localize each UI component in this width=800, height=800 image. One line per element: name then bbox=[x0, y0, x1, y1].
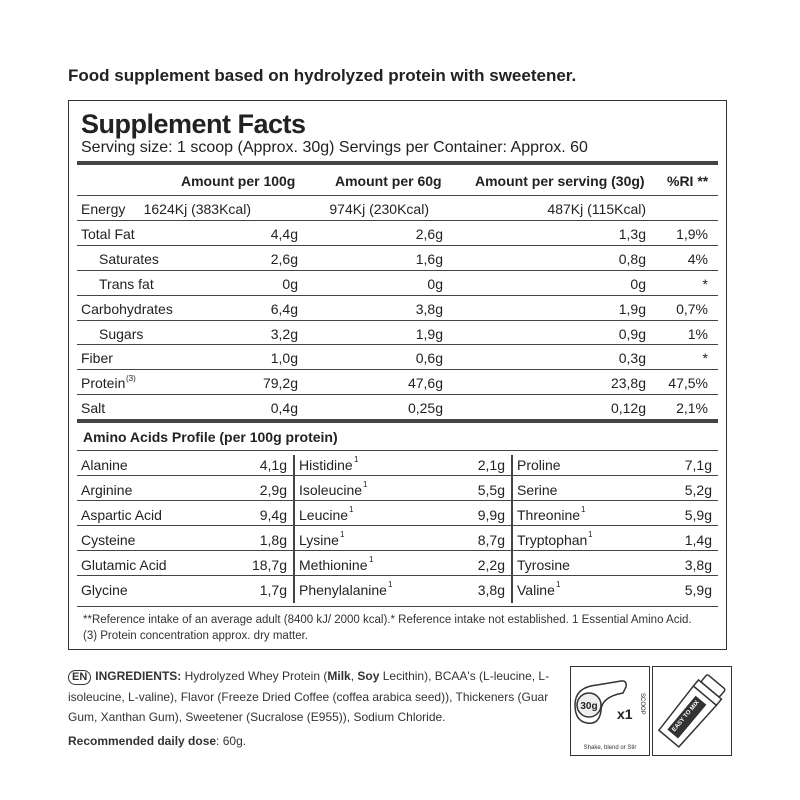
amino-name: Lysine bbox=[299, 532, 339, 548]
allergen: Soy bbox=[357, 669, 380, 683]
thick-divider bbox=[77, 161, 718, 165]
amino-acids-grid bbox=[77, 451, 718, 603]
amino-value: 1,7g bbox=[259, 582, 287, 598]
shaker-label: EASY TO MIX bbox=[671, 699, 701, 734]
amino-name: Proline bbox=[517, 457, 561, 473]
scoop-caption: Shake, blend or Stir bbox=[583, 745, 637, 751]
amino-name: Arginine bbox=[81, 482, 133, 498]
amino-row bbox=[77, 526, 293, 551]
scoop-amount: 30g bbox=[580, 701, 598, 712]
facts-title: Supplement Facts bbox=[81, 109, 306, 139]
row-divider bbox=[77, 270, 718, 271]
header-per-serving: Amount per serving (30g) bbox=[475, 173, 645, 189]
value-per-60g: 0g bbox=[427, 275, 443, 292]
amino-value: 4,1g bbox=[259, 457, 287, 473]
footnote-line-2: (3) Protein concentration approx. dry matter. bbox=[83, 630, 308, 642]
nutrient-name: Sugars bbox=[99, 325, 144, 342]
value-per-serving: 23,8g bbox=[610, 375, 646, 392]
header-ri: %RI ** bbox=[667, 173, 709, 189]
value-ri: * bbox=[702, 275, 708, 292]
allergen: Milk bbox=[327, 669, 351, 683]
scoop-icon bbox=[570, 666, 650, 756]
essential-mark: 1 bbox=[388, 580, 393, 589]
amino-value: 2,1g bbox=[477, 457, 505, 473]
supplement-facts-panel bbox=[68, 100, 727, 650]
shaker-icon bbox=[652, 666, 732, 756]
amino-row bbox=[513, 576, 718, 601]
header-per-100g: Amount per 100g bbox=[181, 173, 296, 189]
amino-row bbox=[513, 501, 718, 526]
shaker-graphic bbox=[653, 667, 731, 755]
ingredient-text: , bbox=[350, 669, 358, 683]
amino-value: 3,8g bbox=[684, 557, 712, 573]
amino-row bbox=[513, 476, 718, 501]
ingredient-text: Hydrolyzed Whey Protein ( bbox=[181, 669, 328, 683]
value-ri: 2,1% bbox=[676, 400, 708, 417]
amino-value: 2,2g bbox=[477, 557, 505, 573]
nutrient-name: Carbohydrates bbox=[81, 300, 173, 317]
amino-row bbox=[513, 451, 718, 476]
amino-name: Phenylalanine bbox=[299, 582, 387, 598]
value-per-serving: 0,3g bbox=[618, 350, 646, 367]
amino-value: 1,4g bbox=[684, 532, 712, 548]
amino-row bbox=[77, 551, 293, 576]
amino-name: Threonine bbox=[517, 507, 581, 523]
thick-divider bbox=[77, 419, 718, 423]
amino-name: Aspartic Acid bbox=[81, 507, 162, 523]
amino-value: 9,9g bbox=[477, 507, 505, 523]
value-ri: 1% bbox=[687, 325, 708, 342]
scoop-graphic bbox=[571, 667, 649, 741]
value-per-serving: 1,3g bbox=[618, 225, 646, 242]
dose-label: Recommended daily dose bbox=[68, 734, 217, 748]
product-headline: Food supplement based on hydrolyzed protein with sweetener. bbox=[68, 66, 577, 85]
essential-mark: 1 bbox=[349, 505, 354, 514]
essential-mark: 1 bbox=[354, 455, 359, 464]
value-per-serving: 0,12g bbox=[610, 400, 646, 417]
row-divider bbox=[77, 320, 718, 321]
value-per-100g: 1624Kj (383Kcal) bbox=[143, 201, 251, 217]
row-divider bbox=[77, 245, 718, 246]
dose-value: : 60g. bbox=[216, 734, 247, 748]
value-per-serving: 1,9g bbox=[618, 300, 646, 317]
recommended-dose bbox=[68, 734, 246, 748]
amino-row bbox=[295, 451, 511, 476]
nutrient-name: Fiber bbox=[81, 350, 113, 367]
amino-row bbox=[295, 501, 511, 526]
essential-mark: 1 bbox=[581, 505, 586, 514]
language-badge: EN bbox=[68, 670, 91, 685]
value-per-60g: 1,9g bbox=[415, 325, 443, 342]
amino-column bbox=[513, 451, 718, 603]
amino-column bbox=[77, 451, 293, 603]
amino-value: 5,9g bbox=[684, 582, 712, 598]
value-per-60g: 974Kj (230Kcal) bbox=[329, 201, 429, 217]
amino-row bbox=[295, 576, 511, 601]
essential-mark: 1 bbox=[369, 555, 374, 564]
row-divider bbox=[77, 369, 718, 370]
value-per-60g: 2,6g bbox=[415, 225, 443, 242]
nutrient-name: Salt bbox=[81, 400, 106, 417]
scoop-unit: SCOOP bbox=[639, 693, 645, 715]
header-per-60g: Amount per 60g bbox=[335, 173, 442, 189]
amino-name: Alanine bbox=[81, 457, 128, 473]
amino-value: 7,1g bbox=[684, 457, 712, 473]
value-per-100g: 2,6g bbox=[270, 250, 298, 267]
amino-name: Leucine bbox=[299, 507, 349, 523]
value-ri: * bbox=[702, 350, 708, 367]
footnote-line-1: **Reference intake of an average adult (8400 kJ/ 2000 kcal).* Reference intake not established. 1 Essential Amino Acid. bbox=[83, 614, 692, 626]
value-per-100g: 4,4g bbox=[270, 225, 298, 242]
ingredient-text: Lecithin), BCAA's (L-leucine, L-isoleucine, L-valine), Flavor (Freeze Dried Coffee (coffea arabica seed)), Thickeners (Guar Gum, Xanthan Gum), Sweetener (Sucralose (E955)), Sodium Chloride. bbox=[68, 669, 550, 724]
amino-row bbox=[513, 551, 718, 576]
nutrient-name: Protein bbox=[81, 375, 126, 392]
essential-mark: 1 bbox=[363, 480, 368, 489]
footnote bbox=[83, 612, 718, 644]
row-divider bbox=[77, 295, 718, 296]
value-ri: 1,9% bbox=[676, 225, 708, 242]
value-per-100g: 79,2g bbox=[262, 375, 298, 392]
value-per-serving: 0,9g bbox=[618, 325, 646, 342]
scoop-multiplier: x1 bbox=[617, 706, 633, 722]
amino-row bbox=[77, 576, 293, 601]
amino-column bbox=[295, 451, 511, 603]
amino-row bbox=[295, 526, 511, 551]
row-divider bbox=[77, 344, 718, 345]
row-divider bbox=[77, 394, 718, 395]
row-divider bbox=[77, 195, 718, 196]
value-per-100g: 0g bbox=[282, 275, 298, 292]
value-per-serving: 0,8g bbox=[618, 250, 646, 267]
value-ri: 47,5% bbox=[668, 375, 708, 392]
value-per-60g: 47,6g bbox=[407, 375, 443, 392]
nutrient-name: Energy bbox=[81, 201, 126, 217]
amino-value: 5,9g bbox=[684, 507, 712, 523]
value-per-100g: 1,0g bbox=[270, 350, 298, 367]
amino-value: 9,4g bbox=[259, 507, 287, 523]
amino-row bbox=[77, 451, 293, 476]
value-per-serving: 487Kj (115Kcal) bbox=[547, 201, 646, 217]
amino-value: 5,2g bbox=[684, 482, 712, 498]
essential-mark: 1 bbox=[340, 530, 345, 539]
nutrient-name: Total Fat bbox=[81, 225, 135, 242]
amino-row bbox=[295, 551, 511, 576]
amino-title: Amino Acids Profile (per 100g protein) bbox=[83, 429, 338, 445]
amino-row bbox=[513, 526, 718, 551]
row-divider bbox=[77, 220, 718, 221]
amino-name: Serine bbox=[517, 482, 558, 498]
amino-value: 1,8g bbox=[259, 532, 287, 548]
amino-value: 18,7g bbox=[251, 557, 287, 573]
value-per-100g: 3,2g bbox=[270, 325, 298, 342]
nutrient-name: Trans fat bbox=[99, 275, 154, 292]
amino-name: Tyrosine bbox=[517, 557, 570, 573]
amino-name: Glycine bbox=[81, 582, 128, 598]
amino-value: 8,7g bbox=[477, 532, 505, 548]
amino-row bbox=[295, 476, 511, 501]
value-ri: 0,7% bbox=[676, 300, 708, 317]
value-per-100g: 0,4g bbox=[270, 400, 298, 417]
amino-name: Methionine bbox=[299, 557, 368, 573]
essential-mark: 1 bbox=[556, 580, 561, 589]
amino-name: Histidine bbox=[299, 457, 353, 473]
amino-value: 2,9g bbox=[259, 482, 287, 498]
nutrient-footnote-mark: (3) bbox=[126, 374, 136, 384]
essential-mark: 1 bbox=[588, 530, 593, 539]
amino-name: Glutamic Acid bbox=[81, 557, 167, 573]
amino-row bbox=[77, 501, 293, 526]
value-per-60g: 3,8g bbox=[415, 300, 443, 317]
value-per-serving: 0g bbox=[630, 275, 646, 292]
amino-name: Cysteine bbox=[81, 532, 136, 548]
amino-row bbox=[77, 476, 293, 501]
value-per-60g: 1,6g bbox=[415, 250, 443, 267]
divider bbox=[77, 606, 718, 607]
amino-name: Valine bbox=[517, 582, 555, 598]
value-per-100g: 6,4g bbox=[270, 300, 298, 317]
nutrient-name: Saturates bbox=[99, 250, 159, 267]
amino-name: Isoleucine bbox=[299, 482, 363, 498]
ingredients-label: INGREDIENTS: bbox=[95, 669, 182, 683]
amino-value: 3,8g bbox=[477, 582, 505, 598]
amino-name: Tryptophan bbox=[517, 532, 588, 548]
ingredients-text bbox=[68, 666, 560, 728]
value-per-60g: 0,6g bbox=[415, 350, 443, 367]
value-per-60g: 0,25g bbox=[407, 400, 443, 417]
amino-value: 5,5g bbox=[477, 482, 505, 498]
value-ri: 4% bbox=[687, 250, 708, 267]
serving-info: Serving size: 1 scoop (Approx. 30g) Servings per Container: Approx. 60 bbox=[81, 139, 588, 156]
